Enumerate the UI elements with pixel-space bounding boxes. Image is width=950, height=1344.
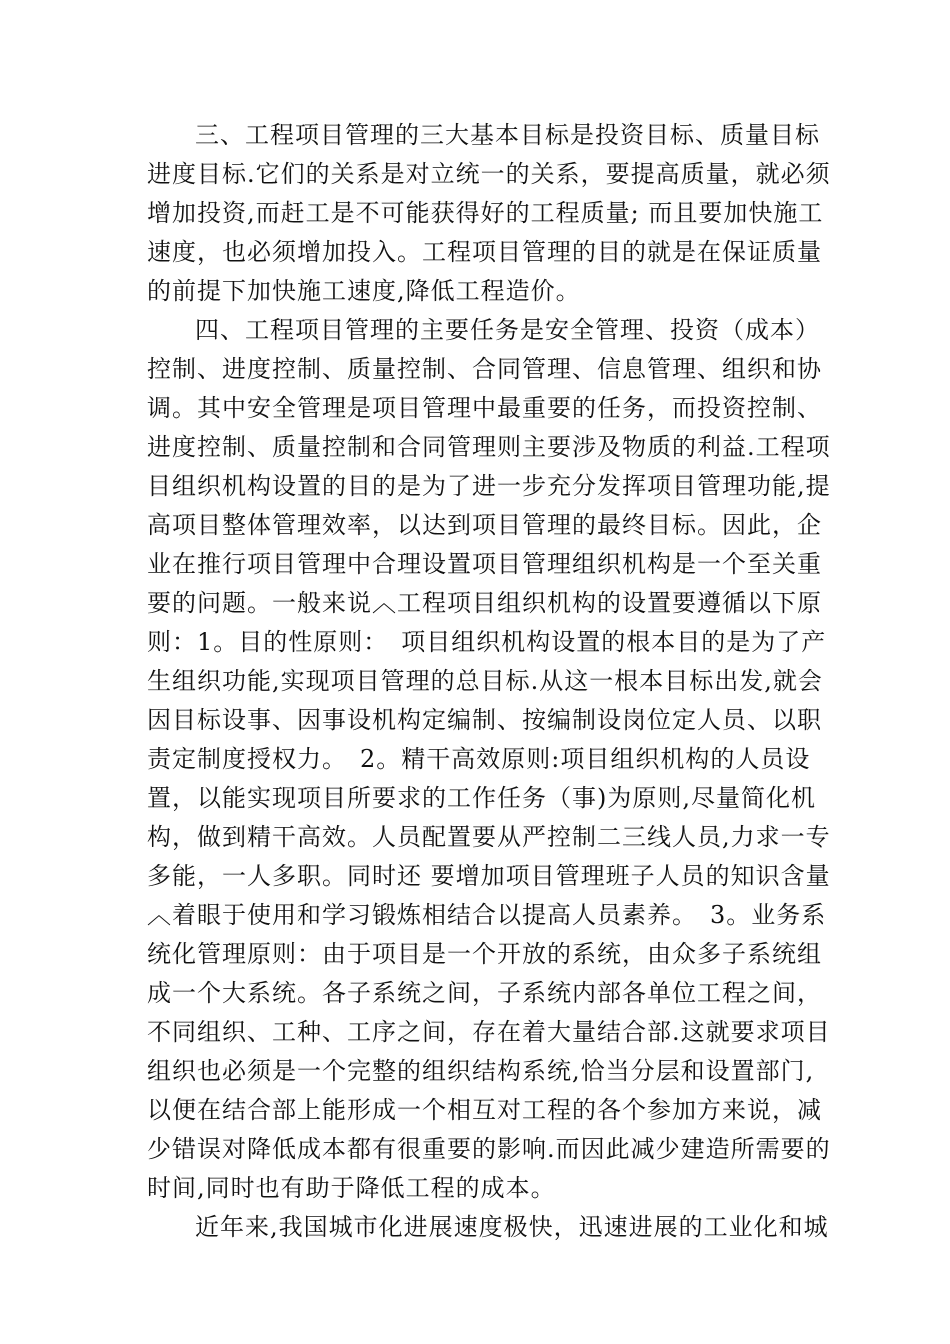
text-line: 高项目整体管理效率，以达到项目管理的最终目标。因此，企 <box>147 511 822 539</box>
text-line: 以便在结合部上能形成一个相互对工程的各个参加方来说，减 <box>147 1096 822 1124</box>
text-line: 成一个大系统。各子系统之间，子系统内部各单位工程之间， <box>147 979 822 1007</box>
text-line: 责定制度授权力。 2。精干高效原则:项目组织机构的人员设 <box>147 745 811 773</box>
text-line: 速度，也必须增加投入。工程项目管理的目的就是在保证质量 <box>147 238 822 266</box>
text-line: 生组织功能,实现项目管理的总目标.从这一根本目标出发,就会 <box>147 667 823 695</box>
text-line: 业在推行项目管理中合理设置项目管理组织机构是一个至关重 <box>147 550 822 578</box>
text-line: ︿着眼于使用和学习锻炼相结合以提高人员素养。 3。业务系 <box>147 901 827 929</box>
text-line: 三、工程项目管理的三大基本目标是投资目标、质量目标 <box>195 121 820 149</box>
text-line: 进度目标.它们的关系是对立统一的关系，要提高质量，就必须 <box>147 160 831 188</box>
text-line: 控制、进度控制、质量控制、合同管理、信息管理、组织和协 <box>147 355 822 383</box>
text-line: 要的问题。一般来说︿工程项目组织机构的设置要遵循以下原 <box>147 589 822 617</box>
text-line: 少错误对降低成本都有很重要的影响.而因此减少建造所需要的 <box>147 1135 831 1163</box>
text-line: 因目标设事、因事设机构定编制、按编制设岗位定人员、以职 <box>147 706 822 734</box>
text-line: 进度控制、质量控制和合同管理则主要涉及物质的利益.工程项 <box>147 433 831 461</box>
text-line: 的前提下加快施工速度,降低工程造价。 <box>147 277 581 305</box>
text-line: 多能，一人多职。同时还 要增加项目管理班子人员的知识含量 <box>147 862 831 890</box>
text-line: 目组织机构设置的目的是为了进一步充分发挥项目管理功能,提 <box>147 472 831 500</box>
text-line: 增加投资,而赶工是不可能获得好的工程质量; 而且要加快施工 <box>147 199 824 227</box>
text-line: 不同组织、工种、工序之间，存在着大量结合部.这就要求项目 <box>147 1018 831 1046</box>
text-line: 四、工程项目管理的主要任务是安全管理、投资（成本） <box>195 316 820 344</box>
text-line: 调。其中安全管理是项目管理中最重要的任务，而投资控制、 <box>147 394 822 422</box>
text-line: 则：1。目的性原则： 项目组织机构设置的根本目的是为了产 <box>147 628 827 656</box>
text-line: 置，以能实现项目所要求的工作任务（事)为原则,尽量简化机 <box>147 784 816 812</box>
text-line: 时间,同时也有助于降低工程的成本。 <box>147 1174 556 1202</box>
text-line: 统化管理原则：由于项目是一个开放的系统，由众多子系统组 <box>147 940 822 968</box>
text-line: 组织也必须是一个完整的组织结构系统,恰当分层和设置部门, <box>147 1057 815 1085</box>
text-line: 构，做到精干高效。人员配置要从严控制二三线人员,力求一专 <box>147 823 831 851</box>
text-line: 近年来,我国城市化进展速度极快，迅速进展的工业化和城 <box>195 1213 829 1241</box>
